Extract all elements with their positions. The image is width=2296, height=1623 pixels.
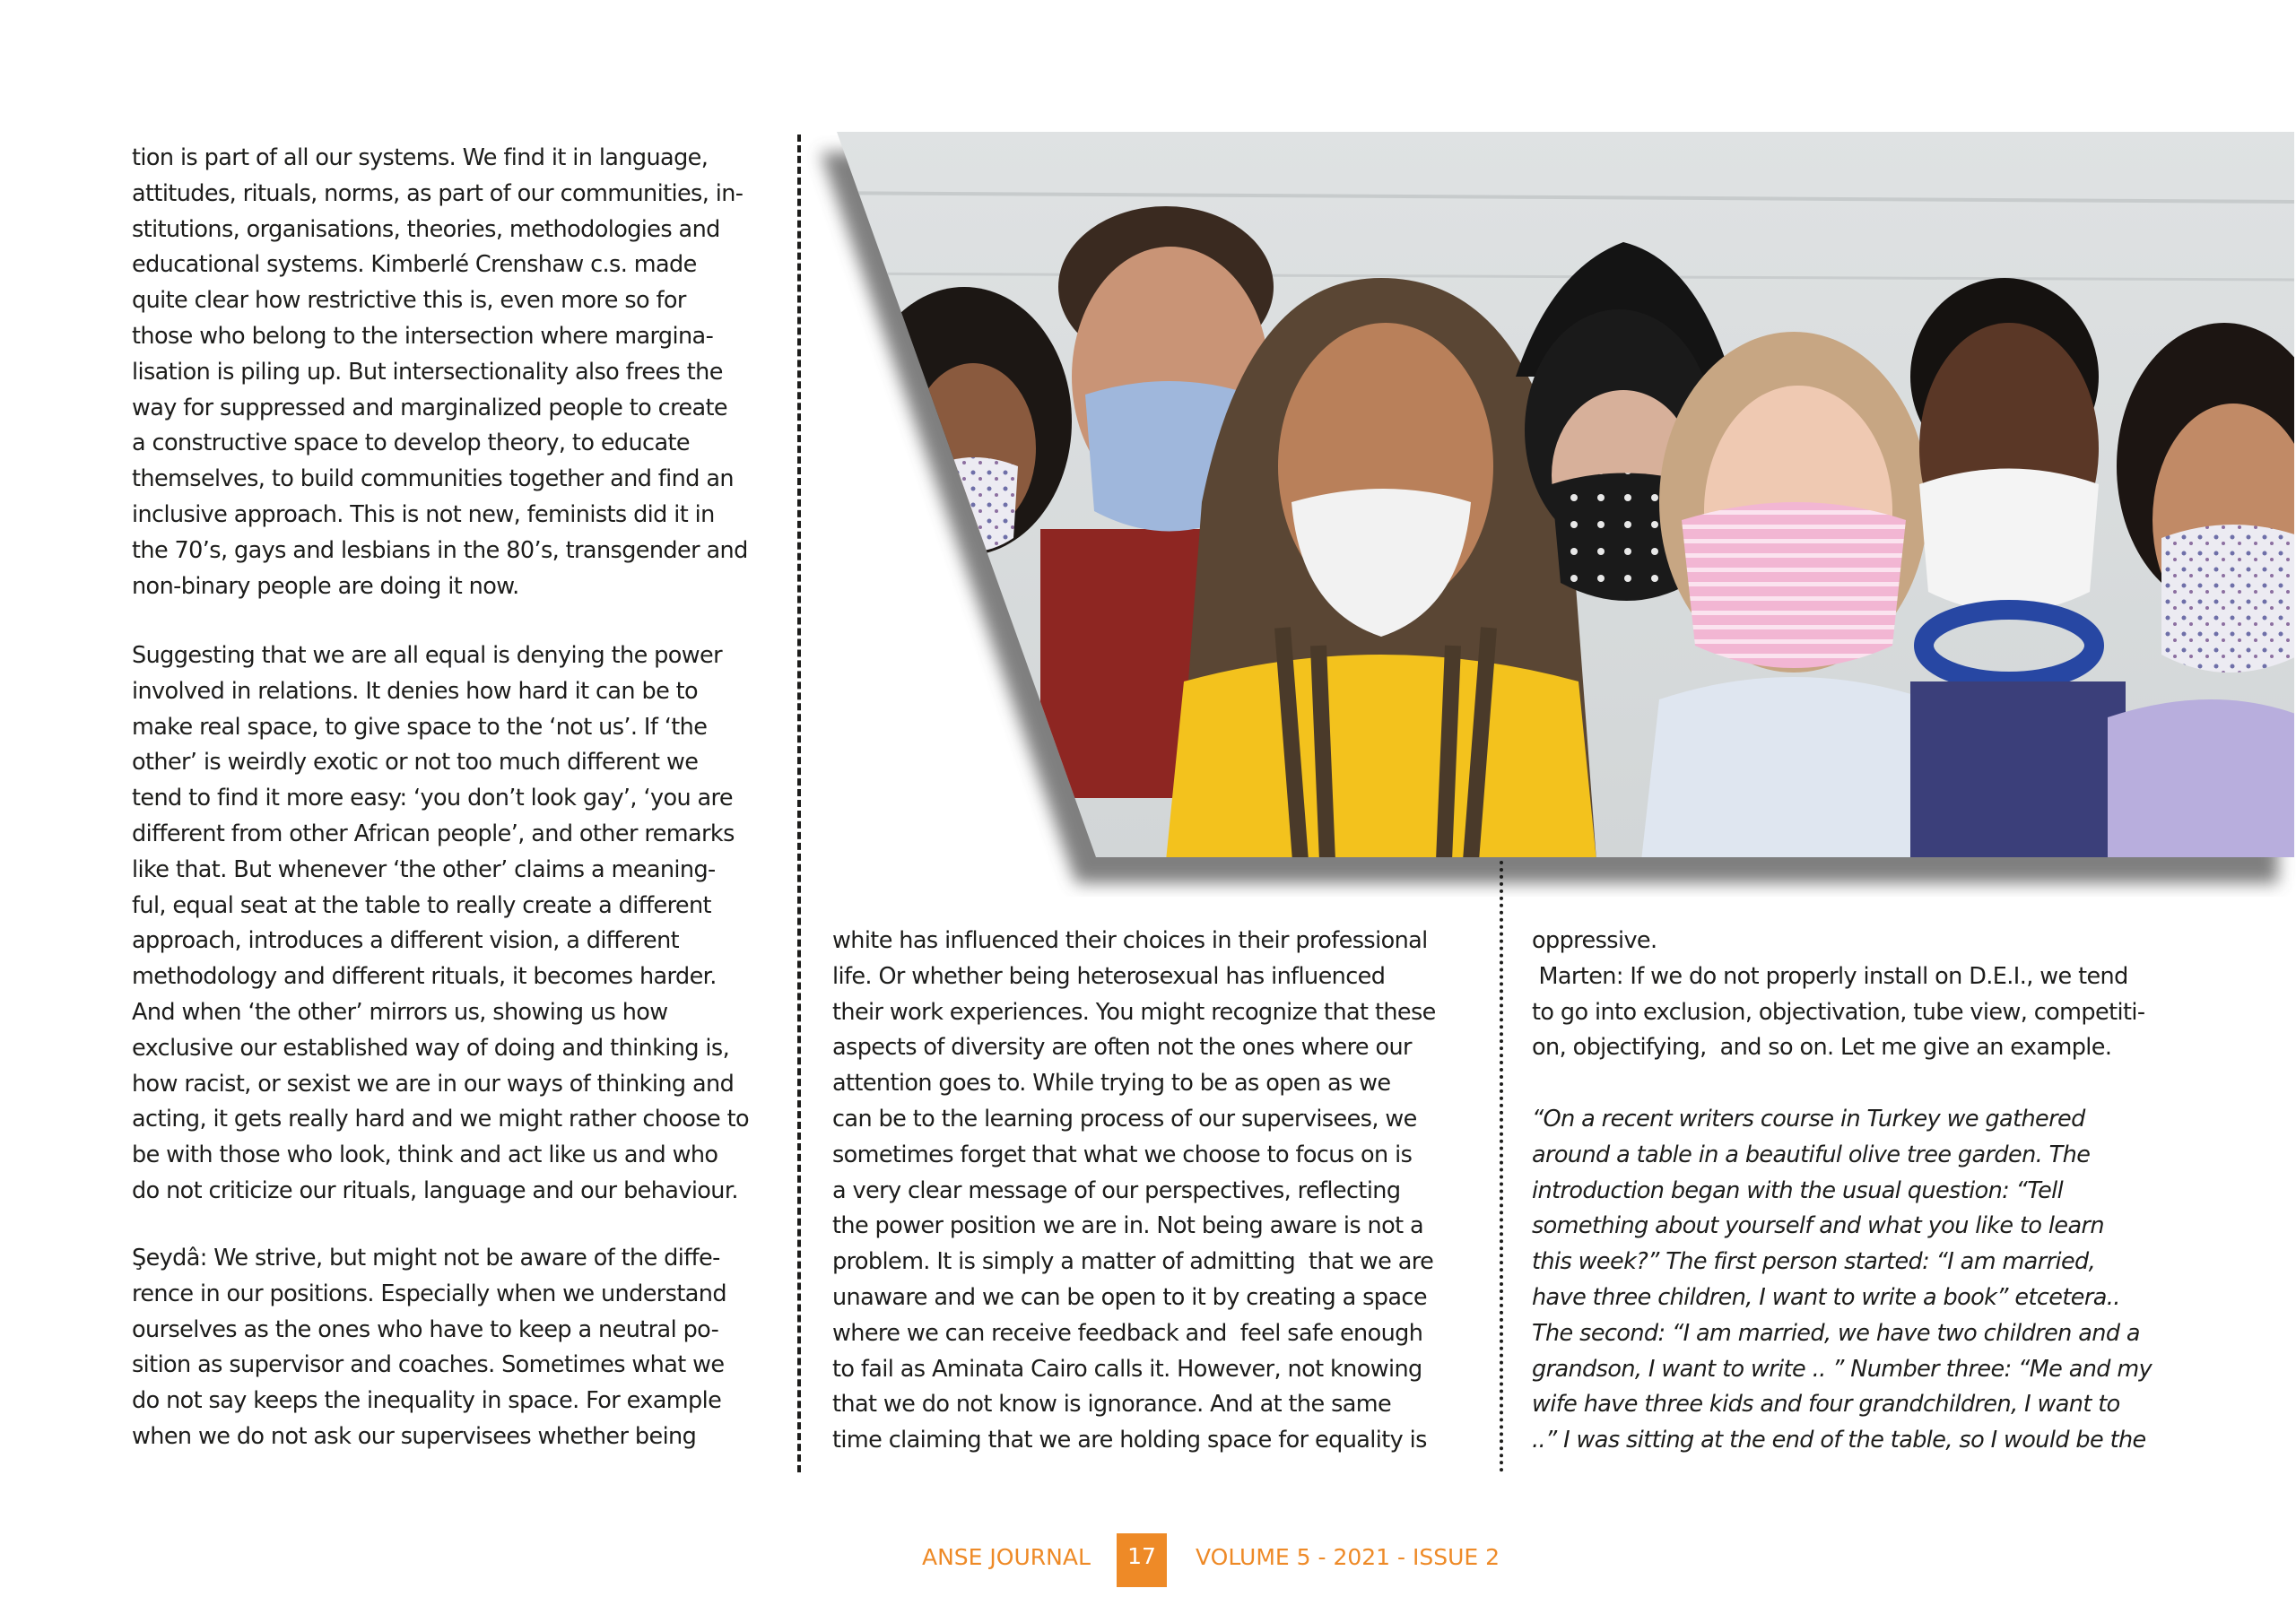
- text-line: And when ‘the other’ mirrors us, showing us how: [132, 998, 668, 1026]
- page-number: 17: [1117, 1533, 1167, 1587]
- text-line: around a table in a beautiful olive tree garden. The: [1532, 1141, 2091, 1168]
- text-line: lisation is piling up. But intersectionality also frees the: [132, 358, 723, 386]
- text-line: Suggesting that we are all equal is denying the power: [132, 642, 722, 669]
- text-line: stitutions, organisations, theories, methodologies and: [132, 215, 720, 243]
- text-line: do not say keeps the inequality in space. For example: [132, 1387, 722, 1415]
- text-line: sometimes forget that what we choose to focus on is: [832, 1141, 1413, 1168]
- text-line: their work experiences. You might recognize that these: [832, 998, 1436, 1026]
- text-line: ourselves as the ones who have to keep a neutral po-: [132, 1315, 719, 1343]
- text-line: that we do not know is ignorance. And at the same: [832, 1391, 1392, 1419]
- paragraph: [132, 1241, 726, 1455]
- issue-info: VOLUME 5 - 2021 - ISSUE 2: [1196, 1544, 1500, 1570]
- text-line: non-binary people are doing it now.: [132, 572, 519, 600]
- text-line: life. Or whether being heterosexual has influenced: [832, 962, 1386, 990]
- text-line: The second: “I am married, we have two children and a: [1532, 1319, 2140, 1347]
- text-line: a very clear message of our perspectives, reflecting: [832, 1176, 1401, 1204]
- text-line: Marten: If we do not properly install on D.E.I., we tend: [1532, 962, 2128, 990]
- column-divider-dotted: [1500, 861, 1503, 1472]
- journal-name: ANSE JOURNAL: [922, 1544, 1091, 1570]
- text-line: introduction began with the usual question: “Tell: [1532, 1176, 2064, 1204]
- text-line: those who belong to the intersection where margina-: [132, 322, 714, 350]
- text-line: where we can receive feedback and feel safe enough: [832, 1319, 1423, 1347]
- paragraph: [132, 141, 748, 604]
- text-line: way for suppressed and marginalized people to create: [132, 394, 727, 421]
- paragraph: [1532, 924, 2144, 1066]
- text-line: have three children, I want to write a book” etcetera..: [1532, 1283, 2120, 1311]
- text-line: tion is part of all our systems. We find it in language,: [132, 144, 709, 171]
- text-line: do not criticize our rituals, language and our behaviour.: [132, 1176, 738, 1204]
- text-line: themselves, to build communities together and find an: [132, 465, 734, 493]
- text-line: oppressive.: [1532, 927, 1657, 954]
- text-line: to fail as Aminata Cairo calls it. However, not knowing: [832, 1355, 1422, 1383]
- paragraph: [132, 638, 749, 1210]
- text-line: educational systems. Kimberlé Crenshaw c.s. made: [132, 251, 697, 279]
- text-line: quite clear how restrictive this is, even more so for: [132, 287, 686, 315]
- text-line: aspects of diversity are often not the ones where our: [832, 1034, 1412, 1062]
- text-line: ful, equal seat at the table to really create a different: [132, 891, 711, 919]
- text-line: on, objectifying, and so on. Let me give an example.: [1532, 1034, 2112, 1062]
- text-line: wife have three kids and four grandchildren, I want to: [1532, 1391, 2120, 1419]
- text-line: ..” I was sitting at the end of the table, so I would be the: [1532, 1427, 2146, 1454]
- column-divider-dashed: [797, 135, 801, 1472]
- text-line: unaware and we can be open to it by creating a space: [832, 1283, 1427, 1311]
- text-line: the 70’s, gays and lesbians in the 80’s, transgender and: [132, 536, 748, 564]
- text-line: to go into exclusion, objectivation, tube view, competiti-: [1532, 998, 2145, 1026]
- text-line: rence in our positions. Especially when we understand: [132, 1280, 726, 1307]
- text-line: be with those who look, think and act like us and who: [132, 1141, 718, 1169]
- text-line: grandson, I want to write .. ” Number three: “Me and my: [1532, 1355, 2152, 1383]
- text-line: make real space, to give space to the ‘not us’. If ‘the: [132, 713, 708, 741]
- text-line: can be to the learning process of our supervisees, we: [832, 1105, 1417, 1133]
- quote-paragraph: [1532, 1102, 2152, 1459]
- text-line: approach, introduces a different vision, a different: [132, 927, 680, 955]
- text-line: inclusive approach. This is not new, feminists did it in: [132, 500, 715, 528]
- text-line: when we do not ask our supervisees whether being: [132, 1422, 697, 1450]
- text-line: this week?” The first person started: “I am married,: [1532, 1248, 2096, 1276]
- text-line: “On a recent writers course in Turkey we gathered: [1532, 1106, 2085, 1133]
- text-line: white has influenced their choices in their professional: [832, 927, 1428, 954]
- text-line: other’ is weirdly exotic or not too much different we: [132, 749, 699, 777]
- text-line: methodology and different rituals, it becomes harder.: [132, 963, 717, 991]
- text-line: Şeydâ: We strive, but might not be aware of the diffe-: [132, 1245, 720, 1271]
- text-line: tend to find it more easy: ‘you don’t look gay’, ‘you are: [132, 785, 733, 812]
- text-line: something about yourself and what you like to learn: [1532, 1212, 2104, 1240]
- text-line: the power position we are in. Not being aware is not a: [832, 1212, 1424, 1240]
- paragraph: [832, 924, 1436, 1459]
- text-line: exclusive our established way of doing and thinking is,: [132, 1034, 730, 1062]
- text-line: acting, it gets really hard and we might rather choose to: [132, 1106, 749, 1133]
- text-line: involved in relations. It denies how hard it can be to: [132, 677, 699, 705]
- text-line: a constructive space to develop theory, to educate: [132, 430, 690, 457]
- text-line: different from other African people’, and other remarks: [132, 820, 735, 847]
- text-line: like that. But whenever ‘the other’ claims a meaning-: [132, 855, 716, 883]
- text-line: how racist, or sexist we are in our ways of thinking and: [132, 1070, 735, 1098]
- text-line: attention goes to. While trying to be as open as we: [832, 1070, 1391, 1098]
- text-line: time claiming that we are holding space for equality is: [832, 1427, 1427, 1454]
- text-line: attitudes, rituals, norms, as part of our communities, in-: [132, 179, 744, 207]
- text-line: sition as supervisor and coaches. Sometimes what we: [132, 1351, 725, 1379]
- text-line: problem. It is simply a matter of admitting that we are: [832, 1248, 1434, 1276]
